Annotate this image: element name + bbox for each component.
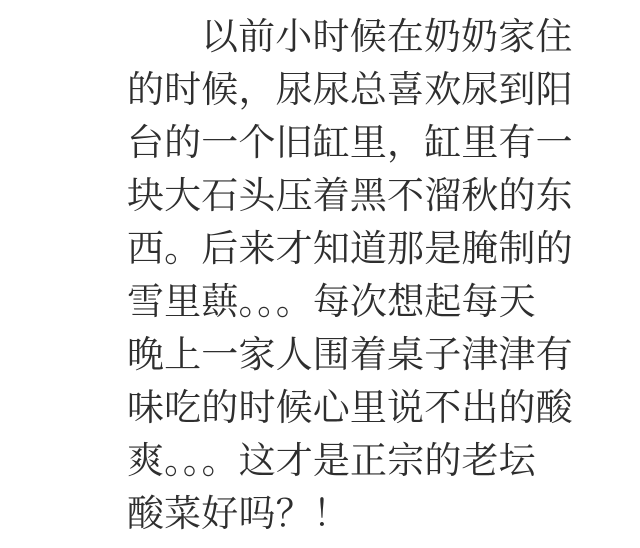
text-line: 以前小时候在奶奶家住 xyxy=(201,16,573,57)
text-line: 台的一个旧缸里，缸里有一 xyxy=(127,122,573,163)
text-line: 块大石头压着黑不溜秋的东 xyxy=(127,175,573,216)
text-line: 的时候，尿尿总喜欢尿到阳 xyxy=(127,69,573,110)
text-line: 爽。。。这才是正宗的老坛 xyxy=(127,440,536,481)
text-line: 西。后来才知道那是腌制的 xyxy=(127,228,573,269)
text-line: 味吃的时候心里说不出的酸 xyxy=(127,387,573,428)
text-line: 晚上一家人围着桌子津津有 xyxy=(127,334,573,375)
post-paragraph xyxy=(127,10,587,540)
text-line: 雪里蕻。。。每次想起每天 xyxy=(127,281,536,322)
text-line: 酸菜好吗？！ xyxy=(127,493,350,534)
